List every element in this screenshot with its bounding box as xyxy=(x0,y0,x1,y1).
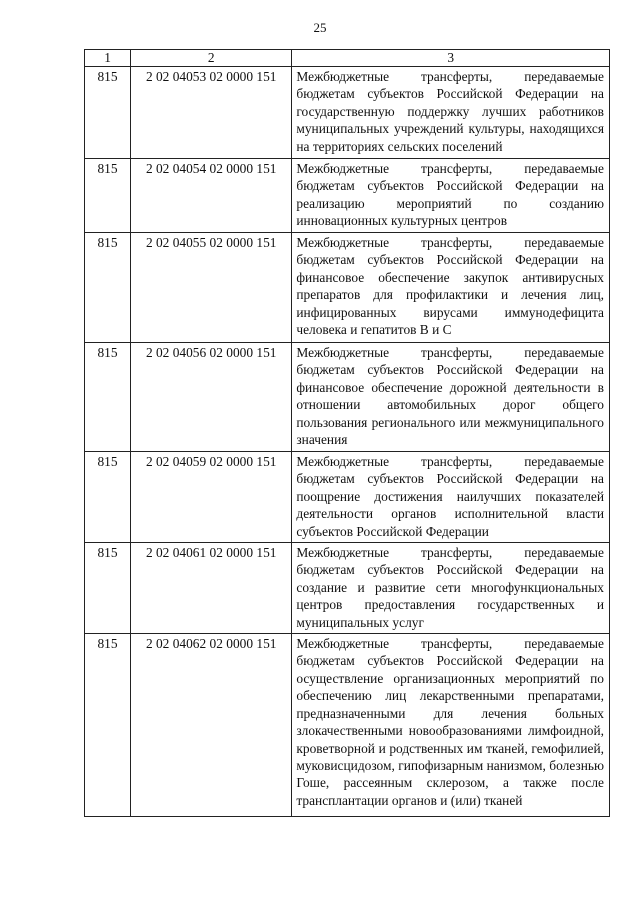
description-cell: Межбюджетные трансферты, передаваемые бюджетам субъектов Российской Федерации на финансовое обеспечение дорожной деятельности в отношении автомобильных дорог общего пользования регионального или межмуниципального значения xyxy=(292,343,610,452)
budget-code-cell: 2 02 04054 02 0000 151 xyxy=(131,159,292,233)
column-header-1: 1 xyxy=(85,50,131,67)
table-row xyxy=(85,452,610,543)
admin-code-cell: 815 xyxy=(85,543,131,634)
table-row xyxy=(85,67,610,159)
column-header-3: 3 xyxy=(292,50,610,67)
table-row xyxy=(85,543,610,634)
description-cell: Межбюджетные трансферты, передаваемые бюджетам субъектов Российской Федерации на реализацию мероприятий по созданию инновационных культурных центров xyxy=(292,159,610,233)
table-row xyxy=(85,634,610,817)
revenue-code-table xyxy=(84,49,610,817)
table-row xyxy=(85,343,610,452)
description-cell: Межбюджетные трансферты, передаваемые бюджетам субъектов Российской Федерации на финансовое обеспечение закупок антивирусных препаратов для профилактики и лечения лиц, инфицированных вирусами иммунодефицита человека и гепатитов B и C xyxy=(292,233,610,343)
description-cell: Межбюджетные трансферты, передаваемые бюджетам субъектов Российской Федерации на поощрение достижения наилучших показателей деятельности органов исполнительной власти субъектов Российской Федерации xyxy=(292,452,610,543)
budget-code-cell: 2 02 04059 02 0000 151 xyxy=(131,452,292,543)
table-row xyxy=(85,159,610,233)
page-number: 25 xyxy=(313,20,327,35)
description-cell: Межбюджетные трансферты, передаваемые бюджетам субъектов Российской Федерации на создание и развитие сети многофункциональных центров предоставления государственных и муниципальных услуг xyxy=(292,543,610,634)
description-cell: Межбюджетные трансферты, передаваемые бюджетам субъектов Российской Федерации на государственную поддержку лучших работников муниципальных учреждений культуры, находящихся на территориях сельских поселений xyxy=(292,67,610,159)
budget-code-cell: 2 02 04056 02 0000 151 xyxy=(131,343,292,452)
column-header-2: 2 xyxy=(131,50,292,67)
admin-code-cell: 815 xyxy=(85,452,131,543)
admin-code-cell: 815 xyxy=(85,159,131,233)
admin-code-cell: 815 xyxy=(85,634,131,817)
budget-code-cell: 2 02 04062 02 0000 151 xyxy=(131,634,292,817)
table-row xyxy=(85,233,610,343)
admin-code-cell: 815 xyxy=(85,67,131,159)
budget-code-cell: 2 02 04053 02 0000 151 xyxy=(131,67,292,159)
admin-code-cell: 815 xyxy=(85,343,131,452)
description-cell: Межбюджетные трансферты, передаваемые бюджетам субъектов Российской Федерации на осуществление организационных мероприятий по обеспечению лиц лекарственными препаратами, предназначенными для лечения больных злокачественными новообразованиями лимфоидной, кроветворной и родственных им тканей, гемофилией, муковисцидозом, гипофизарным нанизмом, болезнью Гоше, рассеянным склерозом, а также после трансплантации органов и (или) тканей xyxy=(292,634,610,817)
budget-code-cell: 2 02 04055 02 0000 151 xyxy=(131,233,292,343)
admin-code-cell: 815 xyxy=(85,233,131,343)
table-header-row xyxy=(85,50,610,67)
budget-code-cell: 2 02 04061 02 0000 151 xyxy=(131,543,292,634)
